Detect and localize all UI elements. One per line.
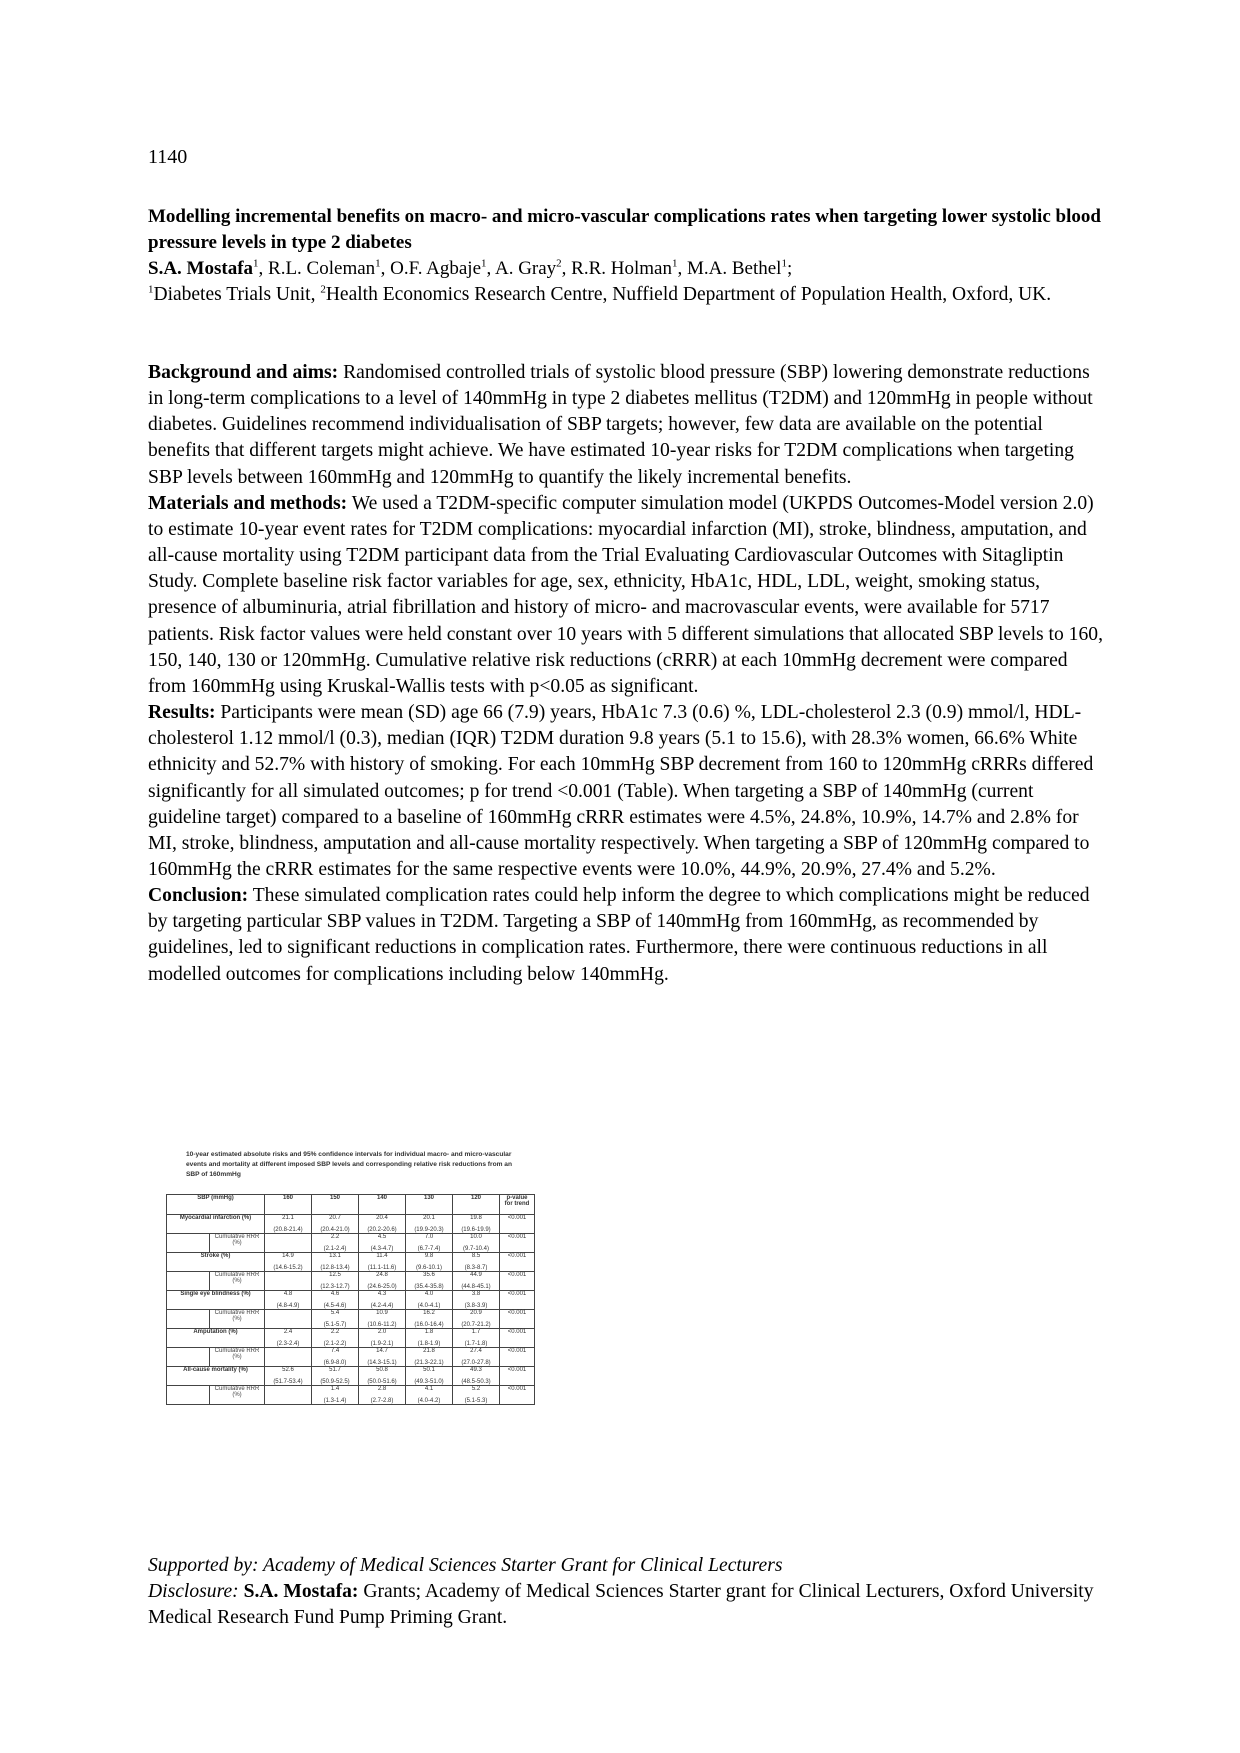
table-caption: 10-year estimated absolute risks and 95% confidence intervals for individual macro- and micro-vascular events and mortality at different imposed SBP levels and corresponding relative risk reductions from an SBP of 160mmHg: [186, 1151, 512, 1178]
cell-ci: (20.8-21.4): [273, 1227, 303, 1233]
table-header-cell: 140: [359, 1195, 406, 1215]
table-cell: [500, 1234, 535, 1253]
table-cell: [406, 1310, 453, 1329]
cell-ci: (6.7-7.4): [417, 1246, 441, 1252]
cell-ci: (11.1-11.6): [367, 1265, 397, 1271]
cell-value: 10.9: [376, 1310, 388, 1316]
table-cell: [500, 1291, 535, 1310]
cell-value: 49.3: [470, 1367, 482, 1373]
table-cell: [312, 1253, 359, 1272]
cell-ci: (12.3-12.7): [320, 1284, 350, 1290]
cell-value: 50.1: [423, 1367, 435, 1373]
table-cell: [406, 1215, 453, 1234]
table-header-cell: 150: [312, 1195, 359, 1215]
row-label: Stroke (%): [167, 1253, 265, 1272]
presenting-author: S.A. Mostafa: [148, 258, 254, 279]
affil-sup-1: 1: [148, 283, 154, 296]
results-table-figure: [166, 1150, 536, 1405]
author-list: [148, 256, 1108, 282]
author-affil-sup: 1: [481, 257, 487, 270]
cell-ci: (4.3-4.7): [370, 1246, 394, 1252]
table-cell: [265, 1253, 312, 1272]
author-name: A. Gray: [494, 258, 557, 279]
table-cell: [500, 1272, 535, 1291]
cell-ci: (4.0-4.2): [417, 1398, 441, 1404]
table-header-cell: 130: [406, 1195, 453, 1215]
cell-value: 20.7: [329, 1215, 341, 1221]
table-cell: [312, 1310, 359, 1329]
table-cell: [500, 1348, 535, 1367]
cell-ci: (4.8-4.9): [276, 1303, 300, 1309]
affiliation-1: Diabetes Trials Unit,: [153, 284, 321, 305]
cell-value: 2.4: [283, 1329, 293, 1335]
table-cell: [312, 1272, 359, 1291]
empty-cell: [265, 1348, 312, 1367]
cell-value: 4.0: [424, 1291, 434, 1297]
table-cell: [500, 1215, 535, 1234]
author-affil-sup: 2: [556, 257, 562, 270]
table-cell: [453, 1253, 500, 1272]
author-affil-sup: 1: [671, 257, 678, 270]
affil-sup-2: 2: [320, 283, 326, 296]
cell-ci: (8.3-8.7): [464, 1265, 488, 1271]
cell-value: 20.1: [423, 1215, 435, 1221]
author-name: M.A. Bethel: [686, 258, 782, 279]
cell-ci: (10.6-11.2): [367, 1322, 397, 1328]
table-cell: [312, 1367, 359, 1386]
cell-value: <0.001: [507, 1291, 527, 1297]
table-header-cell: SBP (mmHg): [167, 1195, 265, 1215]
table-cell: [406, 1234, 453, 1253]
cell-value: <0.001: [507, 1348, 527, 1354]
table-cell: [500, 1367, 535, 1386]
table-cell: [265, 1215, 312, 1234]
disclosure-name: S.A. Mostafa:: [243, 1581, 359, 1602]
author-affil-sup: 1: [253, 257, 259, 270]
section-heading: Background and aims:: [148, 362, 339, 383]
cell-ci: (5.1-5.3): [464, 1398, 488, 1404]
table-cell: [265, 1291, 312, 1310]
table-row: [167, 1310, 535, 1329]
table-cell: [312, 1348, 359, 1367]
cell-value: <0.001: [507, 1215, 527, 1221]
table-header-row: [167, 1195, 535, 1215]
cell-value: 5.4: [330, 1310, 340, 1316]
cell-value: 10.0: [470, 1234, 482, 1240]
cell-ci: (50.9-52.5): [320, 1379, 350, 1385]
row-label: Single eye blindness (%): [167, 1291, 265, 1310]
table-header-cell: p-value for trend: [500, 1195, 535, 1215]
affiliation-2: Health Economics Research Centre, Nuffield Department of Population Health, Oxford, UK.: [325, 284, 1052, 305]
table-cell: [500, 1386, 535, 1405]
cell-value: 52.6: [282, 1367, 294, 1373]
blank-cell: [167, 1310, 210, 1329]
cell-value: 2.2: [330, 1329, 340, 1335]
cell-ci: (4.0-4.1): [417, 1303, 441, 1309]
row-label: All-cause mortality (%): [167, 1367, 265, 1386]
cell-value: 1.4: [330, 1386, 340, 1392]
table-cell: [312, 1329, 359, 1348]
table-header-cell: 120: [453, 1195, 500, 1215]
cell-value: 1.8: [424, 1329, 434, 1335]
table-row: [167, 1215, 535, 1234]
section-background: [148, 360, 1108, 491]
cell-value: 5.2: [471, 1386, 481, 1392]
cell-value: 50.8: [376, 1367, 388, 1373]
cell-ci: (14.6-15.2): [273, 1265, 303, 1271]
cell-ci: (27.0-27.8): [461, 1360, 491, 1366]
cell-value: 51.7: [329, 1367, 341, 1373]
empty-cell: [265, 1234, 312, 1253]
cell-value: 13.1: [329, 1253, 341, 1259]
table-cell: [453, 1329, 500, 1348]
cell-value: 11.4: [376, 1253, 388, 1259]
cell-ci: (50.0-51.6): [367, 1379, 397, 1385]
empty-cell: [265, 1310, 312, 1329]
table-cell: [406, 1329, 453, 1348]
cell-ci: (20.7-21.2): [461, 1322, 491, 1328]
table-row: [167, 1367, 535, 1386]
table-cell: [406, 1367, 453, 1386]
cell-value: 3.8: [471, 1291, 481, 1297]
section-methods: [148, 491, 1108, 700]
cell-value: 19.8: [470, 1215, 482, 1221]
table-cell: [359, 1329, 406, 1348]
cell-value: 2.2: [330, 1234, 340, 1240]
cell-value: 16.2: [423, 1310, 435, 1316]
cell-ci: (4.5-4.6): [323, 1303, 347, 1309]
author-separator: ,: [258, 258, 269, 279]
row-label: Myocardial infarction (%): [167, 1215, 265, 1234]
blank-cell: [167, 1234, 210, 1253]
section-text: These simulated complication rates could help inform the degree to which complications might be reduced by targeting particular SBP values in T2DM. Targeting a SBP of 140mmHg from 160mmHg, as recommended by guidelines, led to significant reductions in complication rates. Furthermore, there were continuous reductions in all modelled outcomes for complications including below 140mmHg.: [148, 885, 1090, 985]
table-cell: [312, 1234, 359, 1253]
section-heading: Conclusion:: [148, 885, 249, 907]
cell-value: <0.001: [507, 1272, 527, 1278]
cell-value: 1.7: [471, 1329, 481, 1335]
section-text: Randomised controlled trials of systolic blood pressure (SBP) lowering demonstrate reductions in long-term complications to a level of 140mmHg in type 2 diabetes mellitus (T2DM) and 120mmHg in people without diabetes. Guidelines recommend individualisation of SBP targets; however, few data are available on the potential benefits that different targets might achieve. We have estimated 10-year risks for T2DM complications when targeting SBP levels between 160mmHg and 120mmHg to quantify the likely incremental benefits.: [148, 362, 1093, 488]
cell-ci: (6.9-8.0): [323, 1360, 347, 1366]
cell-value: 7.0: [424, 1234, 434, 1240]
cell-ci: (1.7-1.8): [464, 1341, 488, 1347]
disclosure-text: Grants; Academy of Medical Sciences Starter grant for Clinical Lecturers, Oxford University Medical Research Fund Pump Priming Grant.: [148, 1581, 1094, 1628]
cell-ci: (1.9-2.1): [370, 1341, 394, 1347]
empty-cell: [265, 1272, 312, 1291]
author-separator: ,: [486, 258, 495, 279]
section-text: We used a T2DM-specific computer simulation model (UKPDS Outcomes-Model version 2.0) to estimate 10-year event rates for T2DM complications: myocardial infarction (MI), stroke, blindness, amputation, and all-cause mortality using T2DM participant data from the Trial Evaluating Cardiovascular Outcomes with Sitagliptin Study. Complete baseline risk factor variables for age, sex, ethnicity, HbA1c, HDL, LDL, weight, smoking status, presence of albuminuria, atrial fibrillation and history of micro- and macrovascular events, were available for 5717 patients. Risk factor values were held constant over 10 years with 5 different simulations that allocated SBP levels to 160, 150, 140, 130 or 120mmHg. Cumulative relative risk reductions (cRRR) at each 10mmHg decrement were compared from 160mmHg using Kruskal-Wallis tests with p<0.05 as significant.: [148, 492, 1103, 697]
cell-ci: (2.7-2.8): [370, 1398, 394, 1404]
cell-ci: (44.8-45.1): [461, 1284, 491, 1290]
table-cell: [359, 1215, 406, 1234]
author-separator: ,: [380, 258, 391, 279]
cell-ci: (20.4-21.0): [320, 1227, 350, 1233]
table-cell: [500, 1329, 535, 1348]
cell-ci: (16.0-16.4): [414, 1322, 444, 1328]
table-row: [167, 1234, 535, 1253]
cell-ci: (1.8-1.9): [417, 1341, 441, 1347]
section-conclusion: [148, 883, 1108, 988]
section-text: Participants were mean (SD) age 66 (7.9) years, HbA1c 7.3 (0.6) %, LDL-cholesterol 2.3 (0.9) mmol/l, HDL-cholesterol 1.12 mmol/l (0.3), median (IQR) T2DM duration 9.8 years (5.1 to 15.6), with 28.3% women, 66.6% White ethnicity and 52.7% with history of smoking. For each 10mmHg SBP decrement from 160 to 120mmHg cRRRs differed significantly for all simulated outcomes; p for trend <0.001 (Table). When targeting a SBP of 140mmHg (current guideline target) compared to a baseline of 160mmHg cRRR estimates were 4.5%, 24.8%, 10.9%, 14.7% and 2.8% for MI, stroke, blindness, amputation and all-cause mortality respectively. When targeting a SBP of 120mmHg compared to 160mmHg the cRRR estimates for the same respective events were 10.0%, 44.9%, 20.9%, 27.4% and 5.2%.: [148, 702, 1094, 880]
section-heading: Results:: [148, 702, 216, 724]
cell-ci: (4.2-4.4): [370, 1303, 394, 1309]
disclosure: [148, 1579, 1108, 1631]
cell-value: 8.5: [471, 1253, 481, 1259]
empty-cell: [265, 1386, 312, 1405]
cell-value: 12.5: [329, 1272, 341, 1278]
cell-value: 14.7: [376, 1348, 388, 1354]
cell-value: 24.8: [376, 1272, 388, 1278]
cell-value: <0.001: [507, 1310, 527, 1316]
cell-value: 14.9: [282, 1253, 294, 1259]
cell-value: 4.3: [377, 1291, 387, 1297]
table-cell: [265, 1367, 312, 1386]
table-cell: [453, 1367, 500, 1386]
cell-ci: (49.3-51.0): [414, 1379, 444, 1385]
cell-value: <0.001: [507, 1253, 527, 1259]
cell-ci: (2.1-2.2): [323, 1341, 347, 1347]
author-separator: ,: [677, 258, 687, 279]
author-affil-sup: 1: [375, 257, 381, 270]
table-cell: [500, 1310, 535, 1329]
table-cell: [359, 1253, 406, 1272]
table-cell: [359, 1367, 406, 1386]
cell-value: 4.1: [424, 1386, 434, 1392]
table-row: [167, 1348, 535, 1367]
sub-label: Cumulative RRR (%): [210, 1310, 265, 1329]
table-cell: [453, 1234, 500, 1253]
table-cell: [453, 1348, 500, 1367]
table-cell: [406, 1253, 453, 1272]
cell-ci: (1.3-1.4): [323, 1398, 347, 1404]
cell-value: 20.9: [470, 1310, 482, 1316]
cell-ci: (48.5-50.3): [461, 1379, 491, 1385]
cell-ci: (9.7-10.4): [462, 1246, 489, 1252]
cell-value: 9.8: [424, 1253, 434, 1259]
cell-value: 7.4: [330, 1348, 340, 1354]
section-results: [148, 700, 1108, 883]
sub-label: Cumulative RRR (%): [210, 1386, 265, 1405]
cell-ci: (3.8-3.9): [464, 1303, 488, 1309]
cell-ci: (20.2-20.6): [367, 1227, 397, 1233]
cell-ci: (2.3-2.4): [276, 1341, 300, 1347]
cell-value: 4.5: [377, 1234, 387, 1240]
cell-value: <0.001: [507, 1234, 527, 1240]
cell-ci: (19.6-19.9): [461, 1227, 491, 1233]
table-cell: [406, 1272, 453, 1291]
table-cell: [359, 1234, 406, 1253]
results-table: [166, 1194, 535, 1405]
table-cell: [359, 1310, 406, 1329]
table-cell: [359, 1272, 406, 1291]
author-affil-sup: 1: [781, 257, 787, 270]
table-cell: [359, 1348, 406, 1367]
cell-value: <0.001: [507, 1386, 527, 1392]
table-cell: [500, 1253, 535, 1272]
abstract-title: Modelling incremental benefits on macro- and micro-vascular complications rates when targeting lower systolic blood pressure levels in type 2 diabetes: [148, 206, 1101, 253]
cell-value: <0.001: [507, 1329, 527, 1335]
cell-ci: (5.1-5.7): [323, 1322, 347, 1328]
author-separator: ,: [561, 258, 572, 279]
sub-label: Cumulative RRR (%): [210, 1234, 265, 1253]
table-cell: [406, 1386, 453, 1405]
table-cell: [453, 1386, 500, 1405]
cell-value: 4.6: [330, 1291, 340, 1297]
cell-value: 2.0: [377, 1329, 387, 1335]
table-cell: [453, 1291, 500, 1310]
table-cell: [406, 1348, 453, 1367]
row-label: Amputation (%): [167, 1329, 265, 1348]
cell-ci: (51.7-53.4): [273, 1379, 303, 1385]
section-heading: Materials and methods:: [148, 492, 348, 514]
table-row: [167, 1329, 535, 1348]
table-cell: [265, 1329, 312, 1348]
disclosure-label: Disclosure:: [148, 1581, 239, 1602]
cell-value: 20.4: [376, 1215, 388, 1221]
cell-ci: (35.4-35.8): [414, 1284, 444, 1290]
table-cell: [406, 1291, 453, 1310]
table-cell: [312, 1215, 359, 1234]
table-cell: [453, 1215, 500, 1234]
author-name: R.R. Holman: [571, 258, 672, 279]
cell-value: 2.8: [377, 1386, 387, 1392]
cell-value: <0.001: [507, 1367, 527, 1373]
cell-ci: (19.9-20.3): [414, 1227, 444, 1233]
table-row: [167, 1253, 535, 1272]
table-row: [167, 1291, 535, 1310]
abstract-body: [148, 360, 1108, 988]
cell-value: 21.8: [423, 1348, 435, 1354]
author-name: O.F. Agbaje: [390, 258, 482, 279]
cell-ci: (2.1-2.4): [323, 1246, 347, 1252]
table-cell: [312, 1291, 359, 1310]
cell-value: 21.1: [282, 1215, 294, 1221]
table-row: [167, 1386, 535, 1405]
table-cell: [453, 1310, 500, 1329]
table-cell: [312, 1386, 359, 1405]
cell-value: 44.9: [470, 1272, 482, 1278]
abstract-number: 1140: [148, 146, 188, 168]
table-cell: [359, 1386, 406, 1405]
cell-value: 4.8: [283, 1291, 293, 1297]
table-row: [167, 1272, 535, 1291]
cell-value: 27.4: [470, 1348, 482, 1354]
cell-value: 35.6: [423, 1272, 435, 1278]
cell-ci: (12.8-13.4): [320, 1265, 350, 1271]
blank-cell: [167, 1348, 210, 1367]
cell-ci: (21.3-22.1): [414, 1360, 444, 1366]
cell-ci: (24.6-25.0): [367, 1284, 397, 1290]
table-cell: [359, 1291, 406, 1310]
affiliations: [148, 282, 1108, 308]
table-header-cell: 160: [265, 1195, 312, 1215]
author-list-end: ;: [786, 258, 793, 279]
blank-cell: [167, 1272, 210, 1291]
cell-ci: (14.3-15.1): [367, 1360, 397, 1366]
sub-label: Cumulative RRR (%): [210, 1348, 265, 1367]
author-name: R.L. Coleman: [268, 258, 376, 279]
sub-label: Cumulative RRR (%): [210, 1272, 265, 1291]
cell-ci: (9.6-10.1): [415, 1265, 442, 1271]
supported-by: Supported by: Academy of Medical Sciences Starter Grant for Clinical Lecturers: [148, 1555, 783, 1576]
table-cell: [453, 1272, 500, 1291]
blank-cell: [167, 1386, 210, 1405]
